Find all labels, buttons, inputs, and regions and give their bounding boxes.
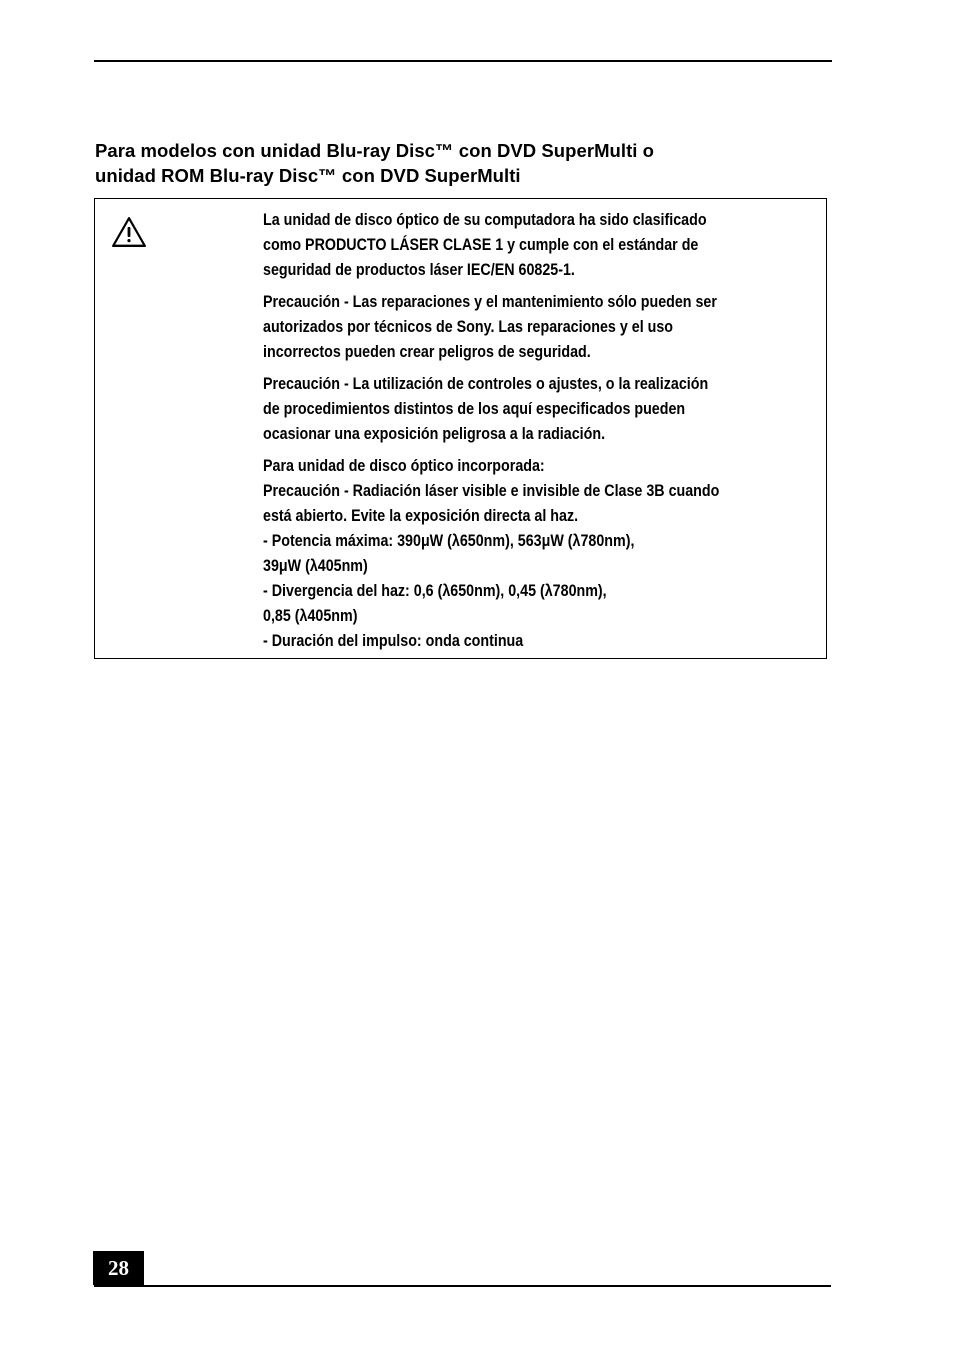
warning-line: Para unidad de disco óptico incorporada: bbox=[263, 456, 545, 475]
warning-line: como PRODUCTO LÁSER CLASE 1 y cumple con el estándar de bbox=[263, 235, 699, 254]
warning-line: - Divergencia del haz: 0,6 (λ650nm), 0,45 (λ780nm), bbox=[263, 581, 607, 600]
warning-line: - Duración del impulso: onda continua bbox=[263, 631, 524, 650]
warning-line: 39μW (λ405nm) bbox=[263, 556, 368, 575]
warning-paragraph bbox=[263, 289, 823, 364]
warning-line: de procedimientos distintos de los aquí especificados pueden bbox=[263, 399, 686, 418]
warning-paragraph bbox=[263, 371, 823, 446]
warning-text bbox=[263, 207, 823, 660]
warning-line: incorrectos pueden crear peligros de seguridad. bbox=[263, 342, 591, 361]
footer-rule bbox=[94, 1285, 831, 1287]
heading-line-1: Para modelos con unidad Blu-ray Disc™ con DVD SuperMulti o bbox=[95, 140, 655, 161]
warning-line: 0,85 (λ405nm) bbox=[263, 606, 358, 625]
warning-line: La unidad de disco óptico de su computadora ha sido clasificado bbox=[263, 210, 707, 229]
warning-paragraph bbox=[263, 453, 823, 653]
warning-line: seguridad de productos láser IEC/EN 60825-1. bbox=[263, 260, 575, 279]
warning-line: - Potencia máxima: 390μW (λ650nm), 563μW (λ780nm), bbox=[263, 531, 635, 550]
warning-triangle-icon bbox=[111, 216, 147, 248]
warning-paragraph bbox=[263, 207, 823, 282]
heading-line-2: unidad ROM Blu-ray Disc™ con DVD SuperMulti bbox=[95, 165, 521, 186]
header-rule bbox=[94, 60, 832, 62]
laser-warning-box bbox=[94, 198, 827, 659]
warning-line: Precaución - Las reparaciones y el mantenimiento sólo pueden ser bbox=[263, 292, 717, 311]
section-heading bbox=[95, 138, 815, 188]
warning-line: autorizados por técnicos de Sony. Las reparaciones y el uso bbox=[263, 317, 674, 336]
page-number: 28 bbox=[93, 1251, 144, 1285]
warning-line: Precaución - Radiación láser visible e invisible de Clase 3B cuando bbox=[263, 481, 720, 500]
warning-line: Precaución - La utilización de controles o ajustes, o la realización bbox=[263, 374, 709, 393]
warning-line: ocasionar una exposición peligrosa a la radiación. bbox=[263, 424, 606, 443]
warning-line: está abierto. Evite la exposición directa al haz. bbox=[263, 506, 579, 525]
